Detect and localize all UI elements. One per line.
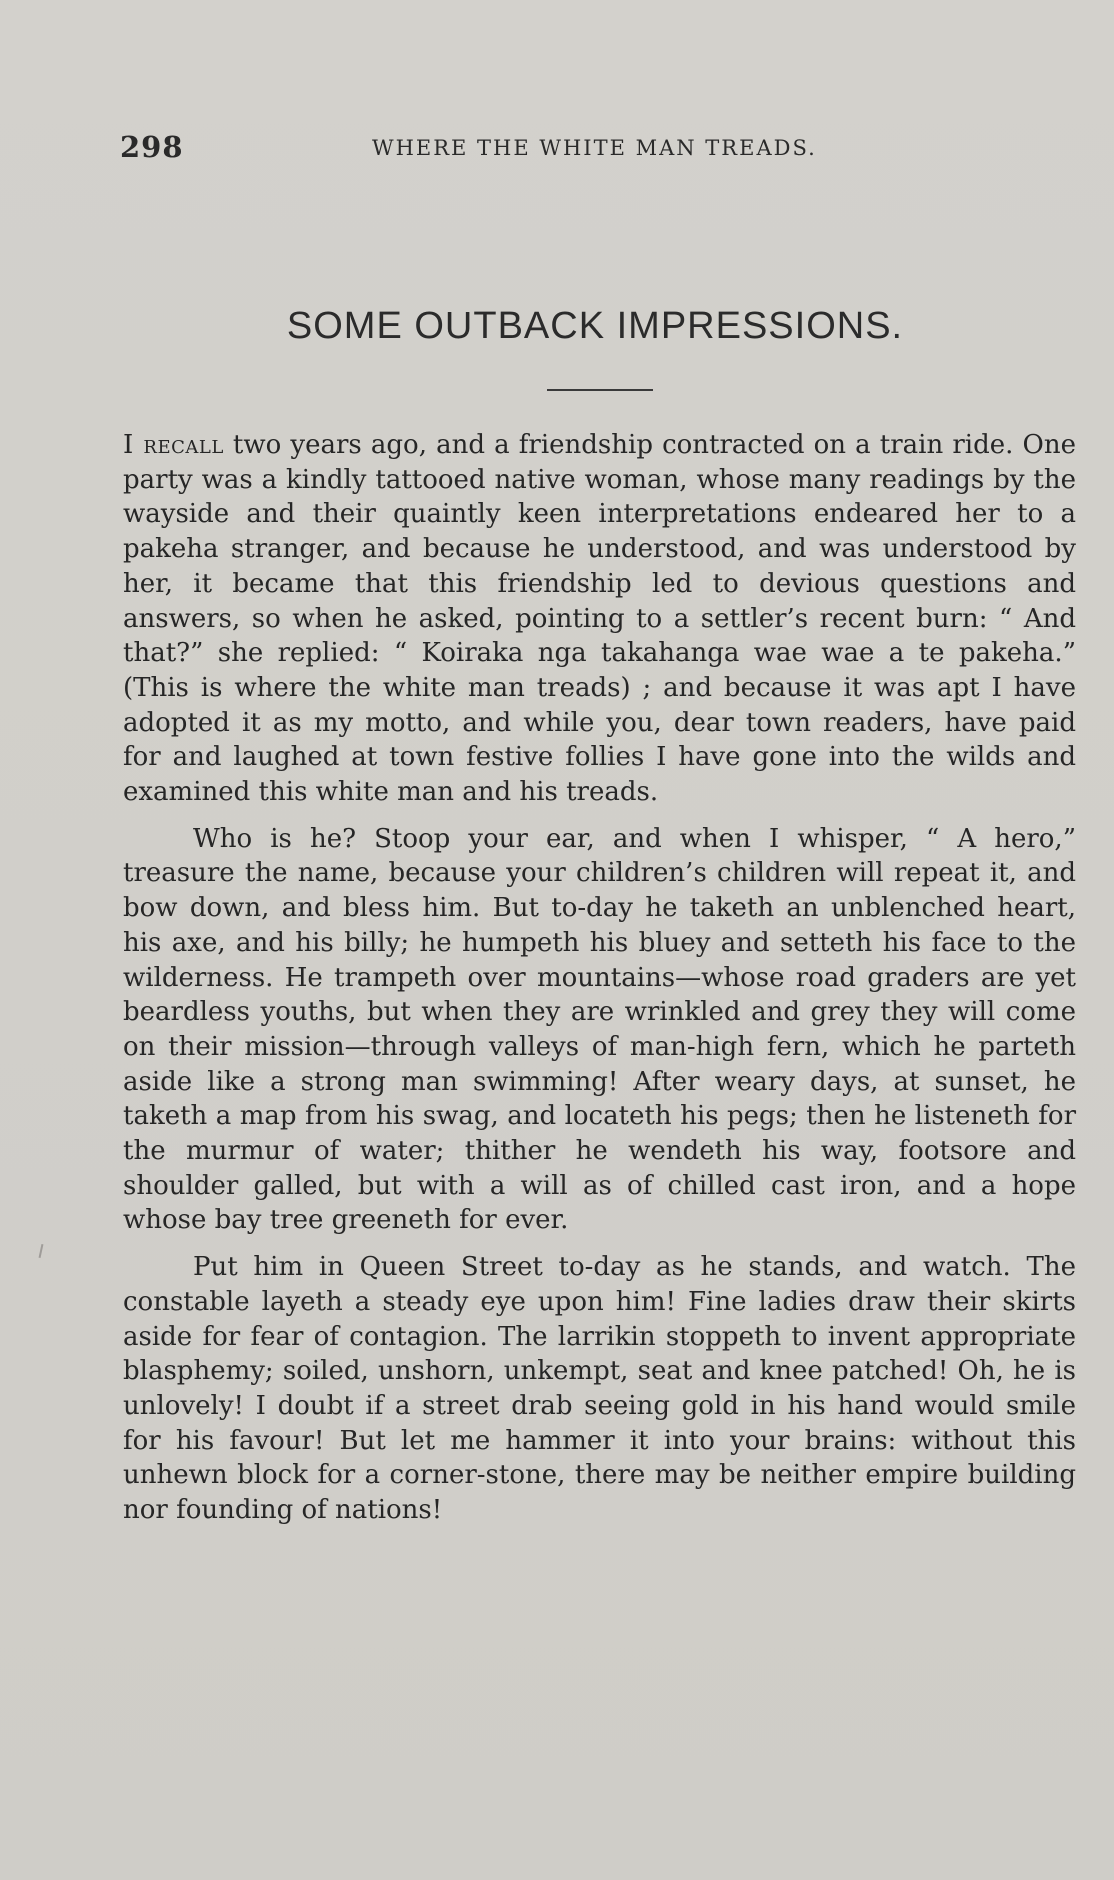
opening-words: I recall bbox=[123, 430, 224, 460]
title-divider bbox=[547, 389, 653, 391]
chapter-title: SOME OUTBACK IMPRESSIONS. bbox=[286, 305, 904, 347]
paragraph-1-text: two years ago, and a friendship contracted on a train ride. One party was a kindly tattooed native woman, whose many readings by the wayside and their quaintly keen interpretations endeared her to a pakeha stranger, and because he understood, and was understood by her, it became that this friendship led to devious questions and answers, so when he asked, pointing to a settler’s recent burn: “ And that?” she replied: “ Koiraka nga takahanga wae wae a te pakeha.” (This is where the white man treads) ; and because it was apt I have adopted it as my motto, and while you, dear town readers, have paid for and laughed at town festive follies I have gone into the wilds and examined this white man and his treads. bbox=[123, 430, 1076, 808]
running-head bbox=[120, 130, 1076, 170]
body-text bbox=[123, 428, 1076, 1540]
paragraph-3: Put him in Queen Street to-day as he stands, and watch. The constable layeth a steady eye upon him! Fine ladies draw their skirts aside for fear of contagion. The larrikin stoppeth to invent appropriate blasphemy; soiled, unshorn, unkempt, seat and knee patched! Oh, he is unlovely! I doubt if a street drab seeing gold in his hand would smile for his favour! But let me hammer it into your brains: without this unhewn block for a corner-stone, there may be neither empire building nor founding of nations! bbox=[123, 1252, 1076, 1526]
page-number: 298 bbox=[120, 130, 184, 164]
paragraph-2: Who is he? Stoop your ear, and when I whisper, “ A hero,” treasure the name, because your children’s children will repeat it, and bow down, and bless him. But to-day he taketh an unblenched heart, his axe, and his billy; he humpeth his bluey and setteth his face to the wilderness. He trampeth over mountains—whose road graders are yet beardless youths, but when they are wrinkled and grey they will come on their mission—through valleys of man-high fern, which he parteth aside like a strong man swimming! After weary days, at sunset, he taketh a map from his swag, and locateth his pegs; then he listeneth for the murmur of water; thither he wendeth his way, footsore and shoulder galled, but with a will as of chilled cast iron, and a hope whose bay tree greeneth for ever. bbox=[123, 823, 1076, 1236]
paragraph-1 bbox=[123, 428, 1076, 810]
margin-speck bbox=[39, 1244, 44, 1258]
running-title: WHERE THE WHITE MAN TREADS. bbox=[372, 136, 817, 160]
